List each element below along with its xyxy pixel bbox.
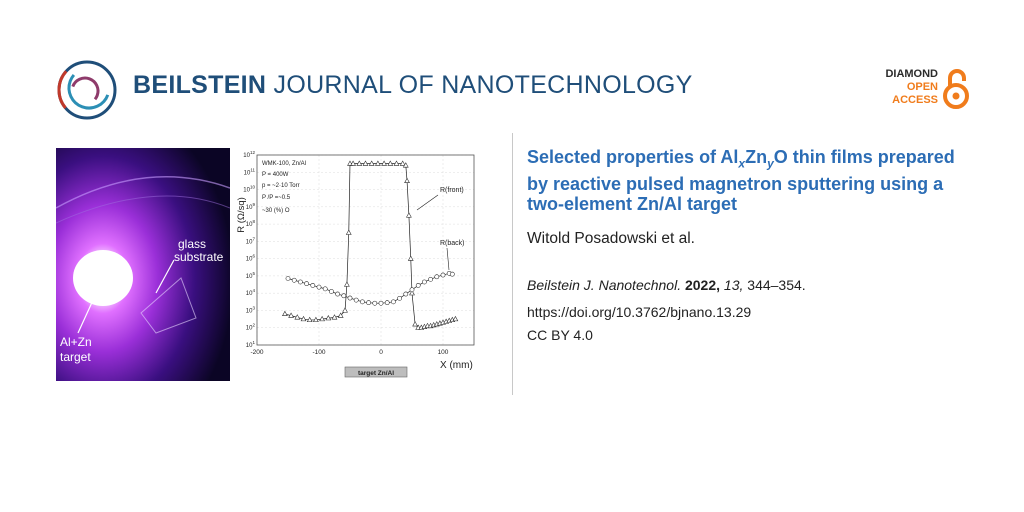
series-rback: [286, 271, 455, 305]
circle-marker: [385, 301, 389, 305]
back-pointer: [447, 248, 449, 270]
circle-marker: [342, 294, 346, 298]
series-line: [288, 273, 452, 303]
circle-marker: [435, 275, 439, 279]
circle-marker: [367, 301, 371, 305]
circle-marker: [373, 301, 377, 305]
triangle-marker: [382, 161, 387, 165]
circle-marker: [323, 287, 327, 291]
legend-line-3: p = ~2·10 Torr: [262, 183, 300, 189]
photo-label-alzn: Al+Zn: [60, 335, 92, 349]
citation-year: 2022,: [684, 277, 721, 293]
badge-line-diamond: DIAMOND: [885, 68, 938, 80]
label-back: R(back): [440, 240, 465, 247]
sputtering-photo: [56, 148, 230, 381]
open-lock-icon: [942, 68, 970, 110]
y-tick-label: $10^1$: [245, 340, 255, 349]
circle-marker: [298, 280, 302, 284]
article-title: [527, 147, 977, 214]
x-axis-label: X (mm): [440, 360, 473, 371]
journal-name-bold: BEILSTEIN: [133, 71, 267, 99]
y-tick-label: $10^9$: [245, 201, 255, 211]
title-part-2: Zn: [745, 147, 768, 167]
x-tick-label: 100: [437, 349, 449, 356]
y-tick-labels: [243, 150, 255, 349]
vertical-divider: [512, 133, 513, 395]
triangle-marker: [413, 322, 418, 326]
triangle-marker: [453, 316, 458, 320]
y-tick-label: $10^6$: [245, 253, 255, 263]
circle-marker: [429, 277, 433, 281]
citation-pages: 344–354.: [747, 277, 806, 293]
photo-label-target: target: [60, 350, 91, 364]
circle-marker: [398, 296, 402, 300]
circle-marker: [292, 278, 296, 282]
legend-box: [262, 161, 306, 214]
triangle-marker: [407, 213, 412, 217]
y-axis-label: R (Ω/sq): [236, 197, 247, 233]
triangle-marker: [376, 161, 381, 165]
triangle-marker: [408, 256, 413, 260]
article-citation: [527, 277, 806, 293]
data-series: [283, 161, 458, 329]
circle-marker: [360, 300, 364, 304]
circle-marker: [422, 280, 426, 284]
circle-marker: [311, 283, 315, 287]
legend-line-2: P = 400W: [262, 172, 289, 178]
doi-link[interactable]: https://doi.org/10.3762/bjnano.13.29: [527, 304, 752, 320]
title-part-1: Selected properties of Al: [527, 147, 739, 167]
badge-line-open: OPEN: [906, 81, 938, 93]
triangle-marker: [283, 311, 288, 315]
y-tick-label: $10^{11}$: [243, 167, 255, 177]
x-tick-labels: [250, 349, 448, 356]
journal-name: [133, 71, 693, 100]
title-sub-x: x: [738, 156, 746, 171]
front-pointer: [417, 195, 438, 210]
circle-marker: [317, 285, 321, 289]
x-tick-label: -200: [250, 349, 264, 356]
circle-marker: [410, 288, 414, 292]
label-front: R(front): [440, 187, 464, 194]
triangle-marker: [400, 161, 405, 165]
triangle-marker: [363, 161, 368, 165]
circle-marker: [336, 292, 340, 296]
journal-logo: [55, 58, 119, 122]
y-tick-label: $10^2$: [245, 322, 255, 332]
legend-line-1: WMK-100, Zn/Al: [262, 161, 307, 167]
sheet-resistance-chart: [235, 145, 485, 385]
circle-marker: [286, 276, 290, 280]
circle-marker: [450, 272, 454, 276]
legend-line-4: P /P =~0.5: [262, 195, 291, 201]
y-tick-label: $10^{10}$: [243, 184, 255, 194]
circle-marker: [441, 273, 445, 277]
article-authors: Witold Posadowski et al.: [527, 230, 695, 247]
x-tick-label: -100: [312, 349, 326, 356]
triangle-marker: [394, 161, 399, 165]
circle-marker: [416, 283, 420, 287]
y-tick-label: $10^8$: [245, 219, 255, 229]
citation-volume: 13,: [723, 277, 744, 293]
circle-marker: [305, 282, 309, 286]
y-tick-label: $10^4$: [245, 288, 255, 298]
circle-marker: [348, 296, 352, 300]
y-tick-label: $10^5$: [245, 270, 255, 280]
triangle-marker: [357, 161, 362, 165]
circle-marker: [329, 289, 333, 293]
y-tick-label: $10^7$: [245, 236, 255, 246]
triangle-marker: [346, 230, 351, 234]
title-part-3: O thin films prepared by reactive pulsed magnetron sputtering using a two-element Zn/Al target: [527, 147, 955, 214]
circle-marker: [391, 300, 395, 304]
photo-label-substrate: substrate: [174, 250, 224, 264]
diamond-open-access-badge: [862, 68, 972, 118]
triangle-marker: [388, 161, 393, 165]
badge-line-access: ACCESS: [892, 94, 938, 106]
triangle-marker: [369, 161, 374, 165]
circle-marker: [404, 292, 408, 296]
legend-line-5: ~30 (%) O: [262, 208, 290, 214]
citation-journal: Beilstein J. Nanotechnol.: [527, 277, 682, 293]
triangle-marker: [343, 308, 348, 312]
y-tick-label: $10^3$: [245, 305, 255, 315]
journal-name-rest: JOURNAL OF NANOTECHNOLOGY: [266, 71, 693, 99]
circle-marker: [379, 301, 383, 305]
y-tick-label: $10^{12}$: [243, 150, 255, 159]
title-sub-y: y: [767, 156, 774, 171]
circle-marker: [354, 298, 358, 302]
triangle-marker: [405, 178, 410, 182]
x-tick-label: 0: [379, 349, 383, 356]
triangle-marker: [345, 282, 350, 286]
photo-label-glass: glass: [178, 237, 207, 251]
license-text: CC BY 4.0: [527, 327, 593, 343]
target-bar-label: target Zn/Al: [357, 370, 395, 377]
